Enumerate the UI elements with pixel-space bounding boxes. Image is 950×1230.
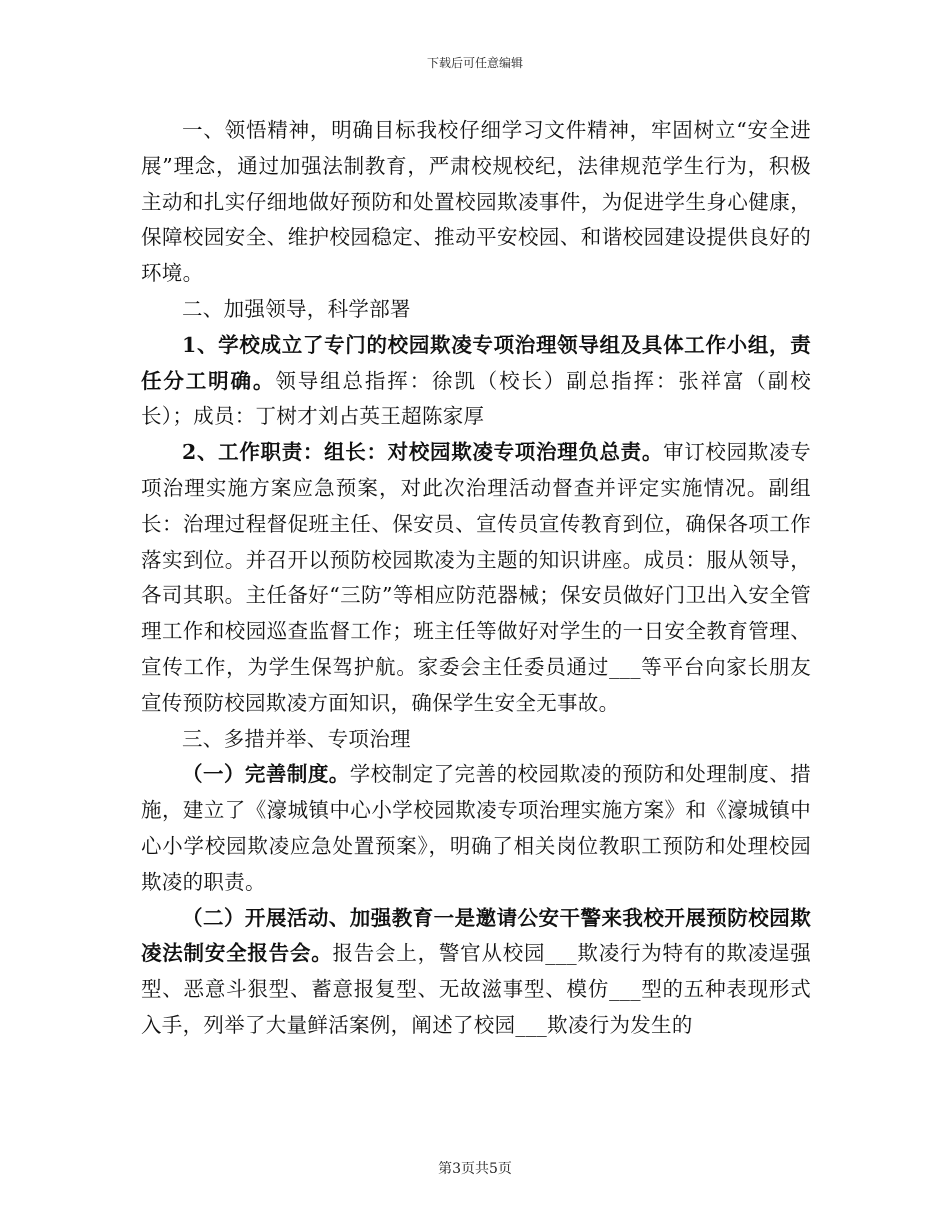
paragraph-1-text: 一、领悟精神，明确目标我校仔细学习文件精神，牢固树立“安全进展”理念，通过加强法制教育，严肃校规校纪，法律规范学生行为，积极主动和扎实仔细地做好预防和处置校园欺凌事件，为促进学生身心健康，保障校园安全、维护校园稳定、推动平安校园、和谐校园建设提供良好的环境。	[141, 118, 811, 286]
section-heading-3	[141, 722, 811, 758]
paragraph-3-text: 领导组总指挥：徐凯（校长）副总指挥：张祥富（副校长）；成员：丁树才刘占英王超陈家厚	[141, 368, 811, 429]
paragraph-2-text: 二、加强领导，科学部署	[182, 296, 411, 321]
paragraph-4-bold: 2、工作职责：组长：对校园欺凌专项治理负总责。	[182, 440, 664, 465]
paragraph-6-bold: （一）完善制度。	[182, 762, 350, 787]
paragraph-1	[141, 113, 811, 292]
paragraph-4-text: 审订校园欺凌专项治理实施方案应急预案，对此次治理活动督查并评定实施情况。副组长：治理过程督促班主任、保安员、宣传员宣传教育到位，确保各项工作落实到位。并召开以预防校园欺凌为主题的知识讲座。成员：服从领导，各司其职。主任备好“三防”等相应防范器械；保安员做好门卫出入安全管理工作和校园巡查监督工作；班主任等做好对学生的一日安全教育管理、宣传工作，为学生保驾护航。家委会主任委员通过___等平台向家长朋友宣传预防校园欺凌方面知识，确保学生安全无事故。	[141, 440, 811, 715]
page-footer: 第3页共5页	[438, 1161, 512, 1177]
paragraph-3	[141, 328, 811, 435]
paragraph-7-text: 报告会上，警官从校园___欺凌行为特有的欺凌逞强型、恶意斗狠型、蓄意报复型、无故滋事型、模仿___型的五种表现形式入手，列举了大量鲜活案例，阐述了校园___欺凌行为发生的	[141, 941, 812, 1037]
paragraph-3-bold: 1、学校成立了专门的校园欺凌专项治理领导组及具体工作小组，责任分工明确。	[141, 332, 811, 393]
paragraph-7-bold: （二）开展活动、加强教育一是邀请公安干警来我校开展预防校园欺凌法制安全报告会。	[141, 905, 811, 966]
section-heading-2	[141, 292, 811, 328]
paragraph-4	[141, 435, 811, 721]
page-header: 下载后可任意编辑	[426, 56, 523, 70]
document-body	[141, 113, 811, 1044]
paragraph-6	[141, 757, 811, 900]
paragraph-6-text: 学校制定了完善的校园欺凌的预防和处理制度、措施，建立了《濠城镇中心小学校园欺凌专项治理实施方案》和《濠城镇中心小学校园欺凌应急处置预案》，明确了相关岗位教职工预防和处理校园欺凌的职责。	[141, 762, 811, 894]
paragraph-5-text: 三、多措并举、专项治理	[182, 726, 411, 751]
paragraph-7	[141, 901, 811, 1044]
